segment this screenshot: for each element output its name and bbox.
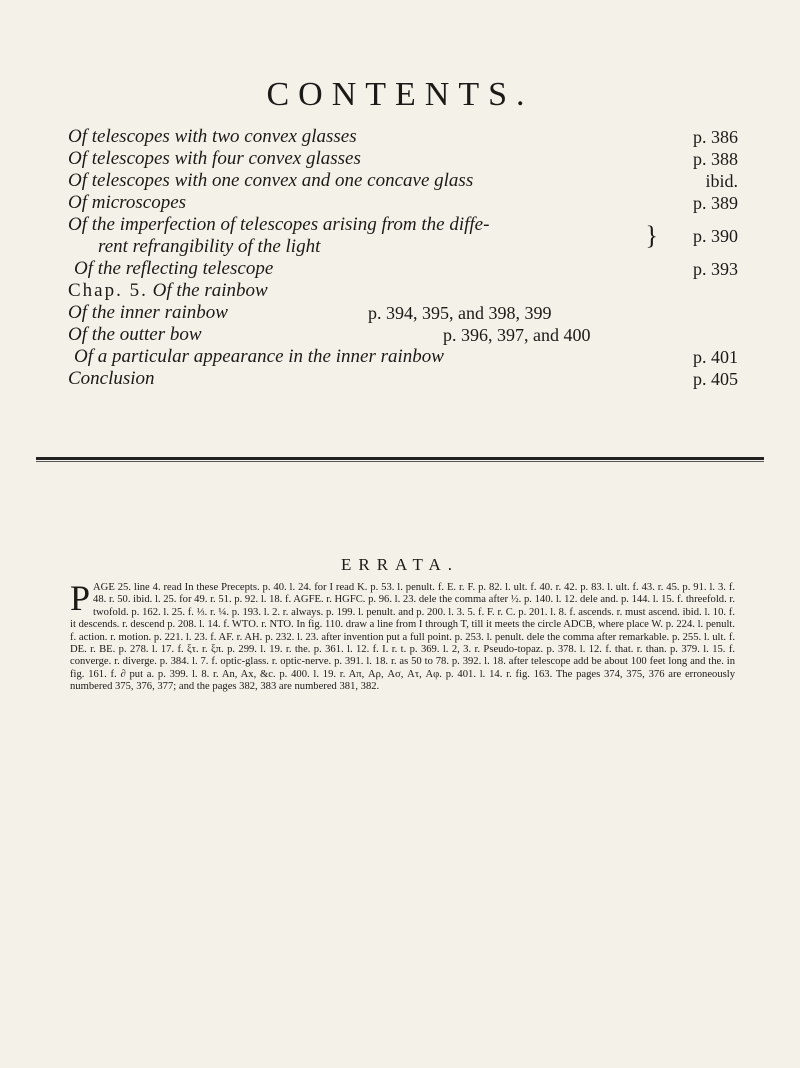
toc-entry — [68, 346, 738, 368]
toc-entry-title: Of a particular appearance in the inner rainbow — [74, 346, 444, 367]
toc-entry-title: Conclusion — [68, 368, 155, 389]
toc-entry-title: Of telescopes with two convex glasses — [68, 126, 357, 147]
toc-entry-pages: p. 396, 397, and 400 — [443, 325, 591, 345]
toc-entry-pages: p. 394, 395, and 398, 399 — [368, 303, 552, 323]
brace-glyph: } — [645, 221, 658, 250]
toc-entry — [68, 170, 738, 192]
toc-entry — [68, 324, 738, 346]
toc-entry — [68, 214, 738, 258]
toc-entry-title: Of the outter bow — [68, 324, 202, 345]
toc-entry-page: p. 405 — [693, 369, 738, 389]
toc-entry-page: p. 401 — [693, 347, 738, 367]
toc-entry-page: p. 390 — [693, 226, 738, 246]
chapter-title: Of the rainbow — [152, 280, 268, 301]
errata-text — [70, 578, 735, 694]
contents-list — [68, 126, 738, 390]
toc-entry — [68, 302, 738, 324]
toc-entry-page: p. 389 — [693, 193, 738, 213]
toc-entry-title-line2: rent refrangibility of the light — [98, 236, 321, 257]
divider-rule-thin — [36, 461, 764, 462]
toc-entry-title: Of telescopes with one convex and one concave glass — [68, 170, 474, 191]
toc-entry-title-line1: Of the imperfection of telescopes arising from the diffe- — [68, 214, 490, 235]
toc-entry — [68, 192, 738, 214]
toc-entry-title: Of the inner rainbow — [68, 302, 228, 323]
toc-chapter-heading — [68, 280, 738, 302]
toc-entry — [68, 258, 738, 280]
toc-entry-page: p. 388 — [693, 149, 738, 169]
toc-entry-title: Of telescopes with four convex glasses — [68, 148, 361, 169]
errata-body: AGE 25. line 4. read In these Precepts. p. 40. l. 24. for I read K. p. 53. l. penult. f. E. r. F. p. 82. l. ult. f. 40. r. 42. p. 83. l. ult. f. 43. r. 45. p. 91. l. 3. f. 48. r. 50. ibid. l. 25. for 49. r. 51. p. 92. l. 18. f. AGFE. r. HGFC. p. 96. l. 23. dele the comma after ½. p. 140. l. 12. dele and. p. 144. l. 15. f. threefold. r. twofold. p. 162. l. 25. f. ⅓. r. ¼. p. 193. l. 2. r. always. p. 199. l. penult. and p. 200. l. 3. 5. f. F. r. C. p. 201. l. 8. f. ascends. r. must ascend. ibid. l. 10. f. it descends. r. descend p. 208. l. 14. f. WTO. r. NTO. In fig. 110. draw a line from I through T, till it meets the circle ADCB, where place W. p. 224. l. penult. f. action. r. motion. p. 221. l. 23. f. AF. r. AH. p. 232. l. 23. after invention put a full point. p. 253. l. penult. dele the comma after remarkable. p. 255. l. ult. f. DE. r. BE. p. 278. l. 17. f. ξτ. r. ξπ. p. 299. l. 19. r. the. p. 361. l. 12. f. I. r. t. p. 369. l. 2, 3. r. Pseudo-topaz. p. 378. l. 12. f. that. r. than. p. 379. l. 15. f. converge. r. diverge. p. 384. l. 7. f. optic-glass. r. optic-nerve. p. 391. l. 18. r. as 50 to 78. p. 392. l. 18. after telescope add be about 100 feet long and the. in fig. 161. f. ∂ put a. p. 399. l. 8. r. An, Ax, &c. p. 400. l. 19. r. Aπ, Aρ, Aσ, Aτ, Aφ. p. 401. l. 14. r. fig. 163. The pages 374, 375, 376 are erroneously numbered 375, 376, 377; and the pages 382, 383 are numbered 381, 382. — [70, 582, 735, 693]
page-title: CONTENTS. — [266, 76, 534, 113]
chapter-number: Chap. 5. — [68, 280, 148, 301]
drop-cap: P — [70, 578, 91, 618]
toc-entry — [68, 148, 738, 170]
toc-entry — [68, 368, 738, 390]
toc-entry-page: p. 393 — [693, 259, 738, 279]
toc-entry-title: Of the reflecting telescope — [74, 258, 274, 279]
toc-entry-title: Of microscopes — [68, 192, 187, 213]
errata-heading: ERRATA. — [340, 555, 459, 574]
divider-rule — [36, 457, 764, 460]
toc-entry-page: p. 386 — [693, 127, 738, 147]
toc-entry — [68, 126, 738, 148]
toc-entry-page: ibid. — [705, 171, 738, 191]
